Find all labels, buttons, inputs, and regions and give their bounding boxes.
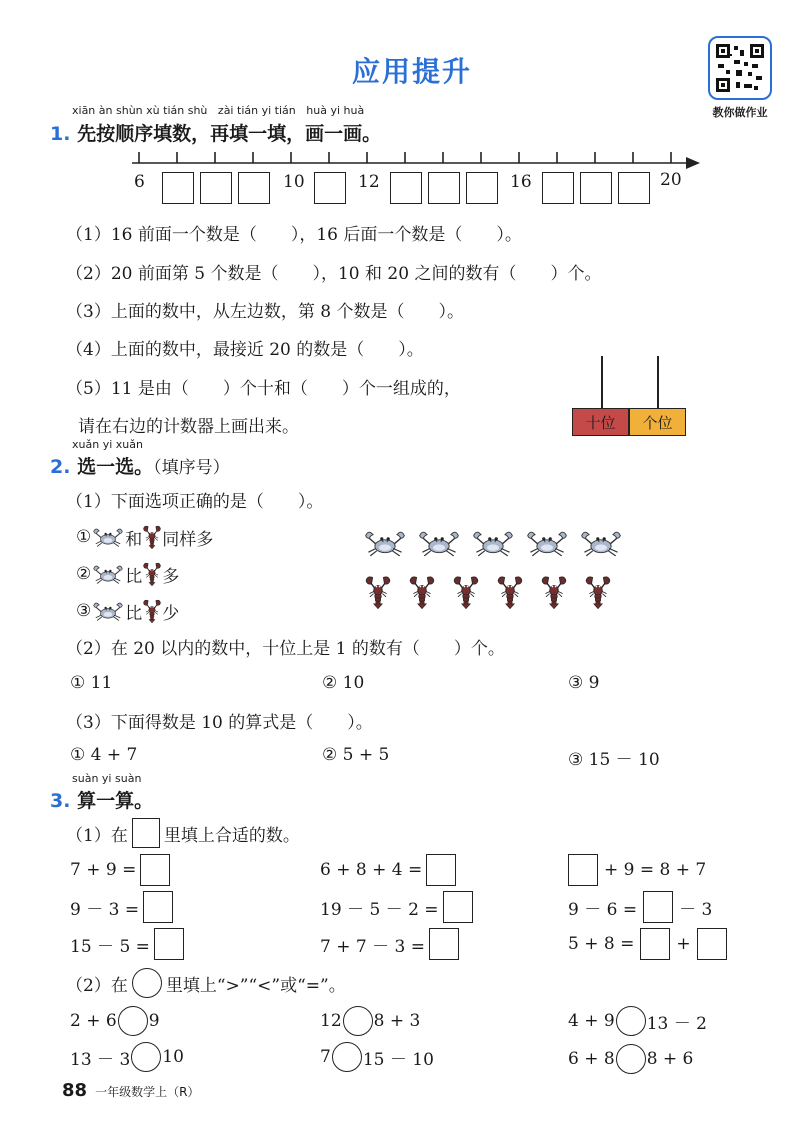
answer-box[interactable] <box>568 854 598 886</box>
nl-answer-box[interactable] <box>162 172 194 204</box>
s2-option-3[interactable]: ③ 比 少 <box>76 596 179 626</box>
eq-row: 6 + 8 + 4 = <box>320 854 456 886</box>
s1-question-1[interactable]: （1）16 前面一个数是（ ），16 后面一个数是（ ）。 <box>66 225 522 245</box>
s2-pinyin: xuǎn yi xuǎn <box>72 438 143 451</box>
s2-q2-option-c[interactable]: ③ 9 <box>568 673 600 693</box>
s1-title: 先按顺序填数，再填一填，画一画。 <box>77 123 382 145</box>
nl-answer-box[interactable] <box>580 172 612 204</box>
s2-question-2[interactable]: （2）在 20 以内的数中，十位上是 1 的数有（ ）个。 <box>66 639 505 659</box>
answer-box[interactable] <box>697 928 727 960</box>
crayfish-icon <box>142 559 162 589</box>
s3-question-2: （2）在 里填上“>”“<”或“=”。 <box>66 968 346 998</box>
s3-heading <box>50 786 153 813</box>
answer-box[interactable] <box>429 928 459 960</box>
counter-ones-label: 个位 <box>629 408 686 436</box>
s1-question-3[interactable]: （3）上面的数中，从左边数，第 8 个数是（ ）。 <box>66 302 464 322</box>
nl-answer-box[interactable] <box>618 172 650 204</box>
s2-title: 选一选。 <box>77 456 154 478</box>
eq-row: 7 + 9 = <box>70 854 170 886</box>
s1-question-5-instruction: 请在右边的计数器上画出来。 <box>78 417 299 437</box>
nl-answer-box[interactable] <box>200 172 232 204</box>
compare-circle[interactable] <box>343 1006 373 1036</box>
book-name: 一年级数学上（R） <box>95 1085 200 1099</box>
example-circle <box>132 968 162 998</box>
s2-q2-option-a[interactable]: ① 11 <box>70 673 113 693</box>
s1-question-4[interactable]: （4）上面的数中，最接近 20 的数是（ ）。 <box>66 340 424 360</box>
s1-number: 1. <box>50 123 71 145</box>
s1-question-2[interactable]: （2）20 前面第 5 个数是（ ），10 和 20 之间的数有（ ）个。 <box>66 264 602 284</box>
page-number: 88 <box>62 1080 88 1101</box>
compare-circle[interactable] <box>616 1044 646 1074</box>
s2-question-1[interactable]: （1）下面选项正确的是（ ）。 <box>66 492 324 512</box>
s2-q3-option-b[interactable]: ② 5 + 5 <box>322 745 390 765</box>
crayfish-icon <box>142 596 162 626</box>
nl-answer-box[interactable] <box>466 172 498 204</box>
nl-answer-box[interactable] <box>428 172 460 204</box>
nl-answer-box[interactable] <box>542 172 574 204</box>
crayfish-icon <box>364 572 392 612</box>
s3-pinyin: suàn yi suàn <box>72 772 142 785</box>
answer-box[interactable] <box>443 891 473 923</box>
s2-option-2[interactable]: ② 比 多 <box>76 559 179 589</box>
nl-answer-box[interactable] <box>238 172 270 204</box>
answer-box[interactable] <box>154 928 184 960</box>
counter-rod-tens <box>601 356 603 408</box>
compare-circle[interactable] <box>616 1006 646 1036</box>
compare-row: 4 + 9 13 － 2 <box>568 1006 707 1036</box>
crayfish-icon <box>540 572 568 612</box>
s2-q3-option-a[interactable]: ① 4 + 7 <box>70 745 138 765</box>
eq-row: 19 － 5 － 2 = <box>320 891 473 923</box>
answer-box[interactable] <box>140 854 170 886</box>
counter-abacus[interactable] <box>572 356 686 436</box>
nl-label-12: 12 <box>358 172 380 192</box>
eq-row: + 9 = 8 + 7 <box>568 854 706 886</box>
s1-question-5[interactable]: （5）11 是由（ ）个十和（ ）个一组成的， <box>66 379 461 399</box>
nl-answer-box[interactable] <box>314 172 346 204</box>
counter-tens-label: 十位 <box>572 408 629 436</box>
crab-icon <box>578 525 624 561</box>
crayfish-row <box>364 572 612 612</box>
compare-row: 13 － 3 10 <box>70 1042 184 1072</box>
crab-icon <box>91 561 125 587</box>
qr-code-block[interactable] <box>708 36 772 120</box>
s2-q3-option-c[interactable]: ③ 15 － 10 <box>568 750 660 770</box>
compare-circle[interactable] <box>332 1042 362 1072</box>
crab-icon <box>91 598 125 624</box>
crab-icon <box>362 525 408 561</box>
compare-circle[interactable] <box>131 1042 161 1072</box>
example-box <box>132 818 160 848</box>
s2-option-1[interactable]: ① 和 同样多 <box>76 522 213 552</box>
compare-row: 7 15 － 10 <box>320 1042 434 1072</box>
s2-question-3[interactable]: （3）下面得数是 10 的算式是（ ）。 <box>66 713 373 733</box>
compare-row: 2 + 6 9 <box>70 1006 160 1036</box>
qr-code-icon <box>708 36 772 100</box>
page-footer <box>62 1080 199 1101</box>
nl-label-16: 16 <box>510 172 532 192</box>
crayfish-icon <box>452 572 480 612</box>
crayfish-icon <box>584 572 612 612</box>
qr-label: 教你做作业 <box>712 106 768 119</box>
crab-icon <box>416 525 462 561</box>
nl-answer-box[interactable] <box>390 172 422 204</box>
answer-box[interactable] <box>143 891 173 923</box>
crayfish-icon <box>142 522 162 552</box>
s3-question-1: （1）在 里填上合适的数。 <box>66 818 300 848</box>
compare-row: 12 8 + 3 <box>320 1006 420 1036</box>
answer-box[interactable] <box>640 928 670 960</box>
s1-heading <box>50 119 381 146</box>
answer-box[interactable] <box>643 891 673 923</box>
crab-icon <box>524 525 570 561</box>
s3-title: 算一算。 <box>77 790 154 812</box>
page-title: 应用提升 <box>352 55 473 88</box>
crayfish-icon <box>408 572 436 612</box>
crab-icon <box>91 524 125 550</box>
s1-pinyin: xiān àn shùn xù tián shù zài tián yi tián huà yi huà <box>72 104 365 117</box>
compare-row: 6 + 8 8 + 6 <box>568 1044 693 1074</box>
crab-row <box>362 525 624 561</box>
eq-row: 5 + 8 = + <box>568 928 727 960</box>
s2-heading <box>50 452 230 479</box>
eq-row: 9 － 6 = － 3 <box>568 891 712 923</box>
counter-rod-ones <box>657 356 659 408</box>
eq-row: 15 － 5 = <box>70 928 184 960</box>
nl-label-10: 10 <box>283 172 305 192</box>
nl-label-6: 6 <box>134 172 145 192</box>
compare-circle[interactable] <box>118 1006 148 1036</box>
s2-note: （填序号） <box>153 458 230 478</box>
s2-number: 2. <box>50 456 71 478</box>
eq-row: 9 － 3 = <box>70 891 173 923</box>
crab-icon <box>470 525 516 561</box>
nl-label-20: 20 <box>660 170 682 190</box>
s3-number: 3. <box>50 790 71 812</box>
crayfish-icon <box>496 572 524 612</box>
s2-q2-option-b[interactable]: ② 10 <box>322 673 365 693</box>
answer-box[interactable] <box>426 854 456 886</box>
eq-row: 7 + 7 － 3 = <box>320 928 459 960</box>
